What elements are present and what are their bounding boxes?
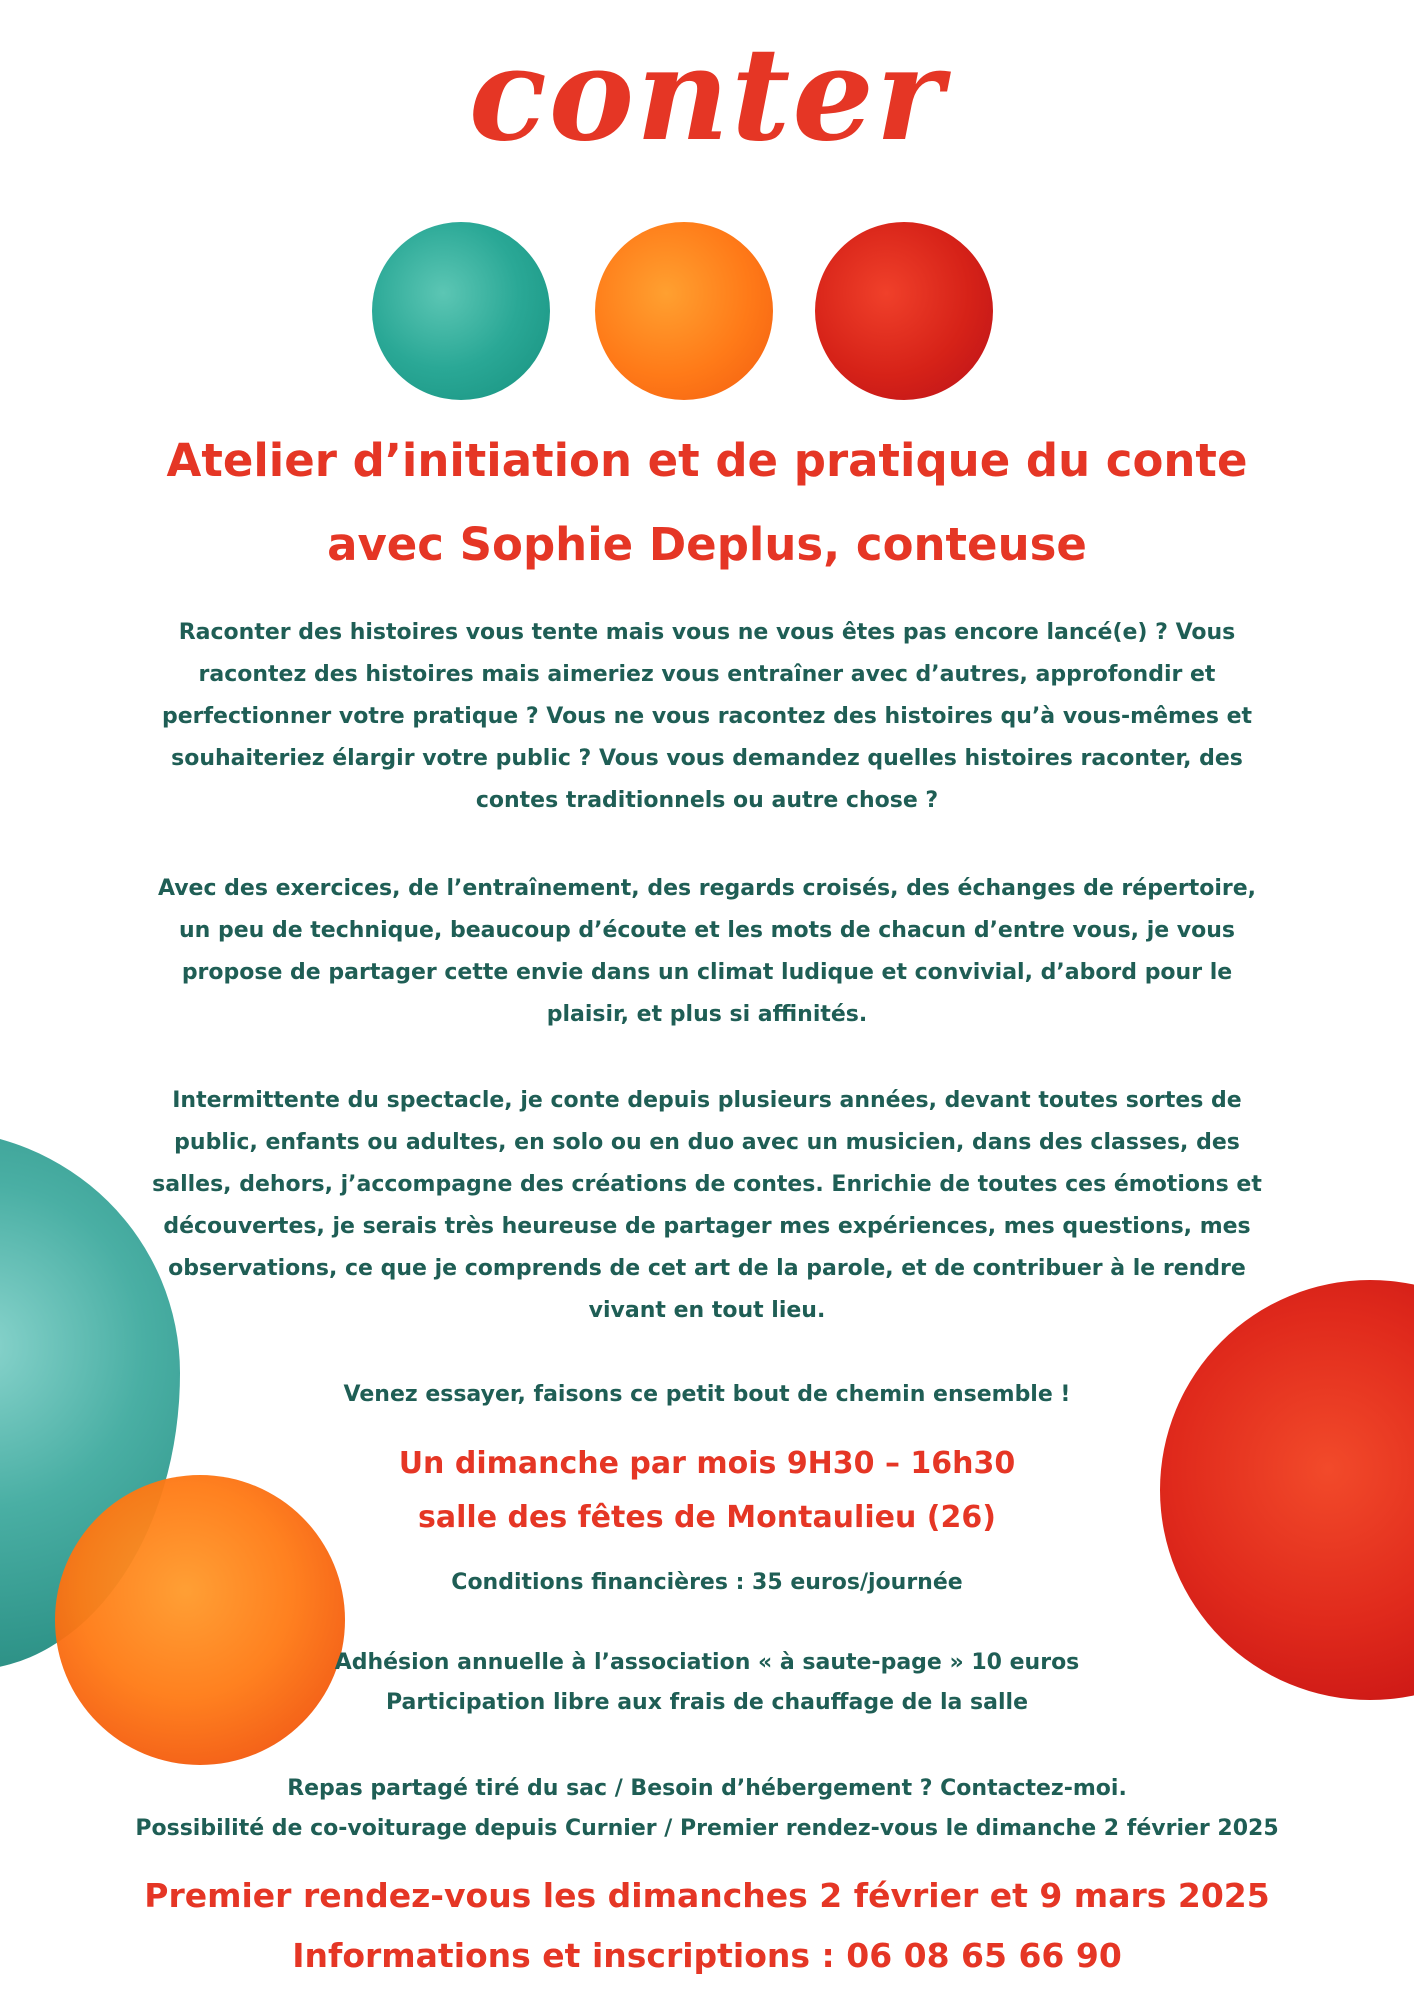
logo-conter: conter xyxy=(468,20,946,170)
red-dot-icon xyxy=(815,222,993,400)
carpool-info: Possibilité de co-voiturage depuis Curnier / Premier rendez-vous le dimanche 2 février 2025 xyxy=(135,1816,1279,1841)
meal-info: Repas partagé tiré du sac / Besoin d’hébergement ? Contactez-moi. xyxy=(287,1776,1127,1801)
heating-participation: Participation libre aux frais de chauffage de la salle xyxy=(386,1690,1028,1715)
first-dates: Premier rendez-vous les dimanches 2 février et 9 mars 2025 xyxy=(144,1876,1270,1915)
event-schedule: Un dimanche par mois 9H30 – 16h30 xyxy=(398,1446,1016,1481)
red-watercolor-blob xyxy=(1160,1280,1414,1700)
workshop-subtitle: avec Sophie Deplus, conteuse xyxy=(327,518,1087,571)
workshop-title: Atelier d’initiation et de pratique du conte xyxy=(166,434,1248,487)
contact-info: Informations et inscriptions : 06 08 65 66 90 xyxy=(292,1936,1122,1975)
price-conditions: Conditions financières : 35 euros/journée xyxy=(451,1570,963,1595)
intro-paragraph: Raconter des histoires vous tente mais vous ne vous êtes pas encore lancé(e) ? Vous racontez des histoires mais aimeriez vous entraîner avec d’autres, approfondir et perfectionner votre pratique ? Vous ne vous racontez des histoires qu’à vous-mêmes et souhaiteriez élargir votre public ? Vous vous demandez quelles histoires raconter, des contes traditionnels ou autre chose ? xyxy=(161,620,1253,813)
invite-paragraph: Venez essayer, faisons ce petit bout de chemin ensemble ! xyxy=(343,1382,1071,1407)
orange-dot-icon xyxy=(595,222,773,400)
teal-dot-icon xyxy=(372,222,550,400)
method-paragraph: Avec des exercices, de l’entraînement, des regards croisés, des échanges de répertoire, un peu de technique, beaucoup d’écoute et les mots de chacun d’entre vous, je vous propose de partager cette envie dans un climat ludique et convivial, d’abord pour le plaisir, et plus si affinités. xyxy=(157,876,1257,1027)
event-location: salle des fêtes de Montaulieu (26) xyxy=(418,1500,996,1535)
membership-fee: Adhésion annuelle à l’association « à saute-page » 10 euros xyxy=(334,1650,1080,1675)
about-paragraph: Intermittente du spectacle, je conte depuis plusieurs années, devant toutes sortes de public, enfants ou adultes, en solo ou en duo avec un musicien, dans des classes, des salles, dehors, j’accompagne des créations de contes. Enrichie de toutes ces émotions et découvertes, je serais très heureuse de partager mes expériences, mes questions, mes observations, ce que je comprends de cet art de la parole, et de contribuer à le rendre vivant en tout lieu. xyxy=(152,1088,1262,1323)
